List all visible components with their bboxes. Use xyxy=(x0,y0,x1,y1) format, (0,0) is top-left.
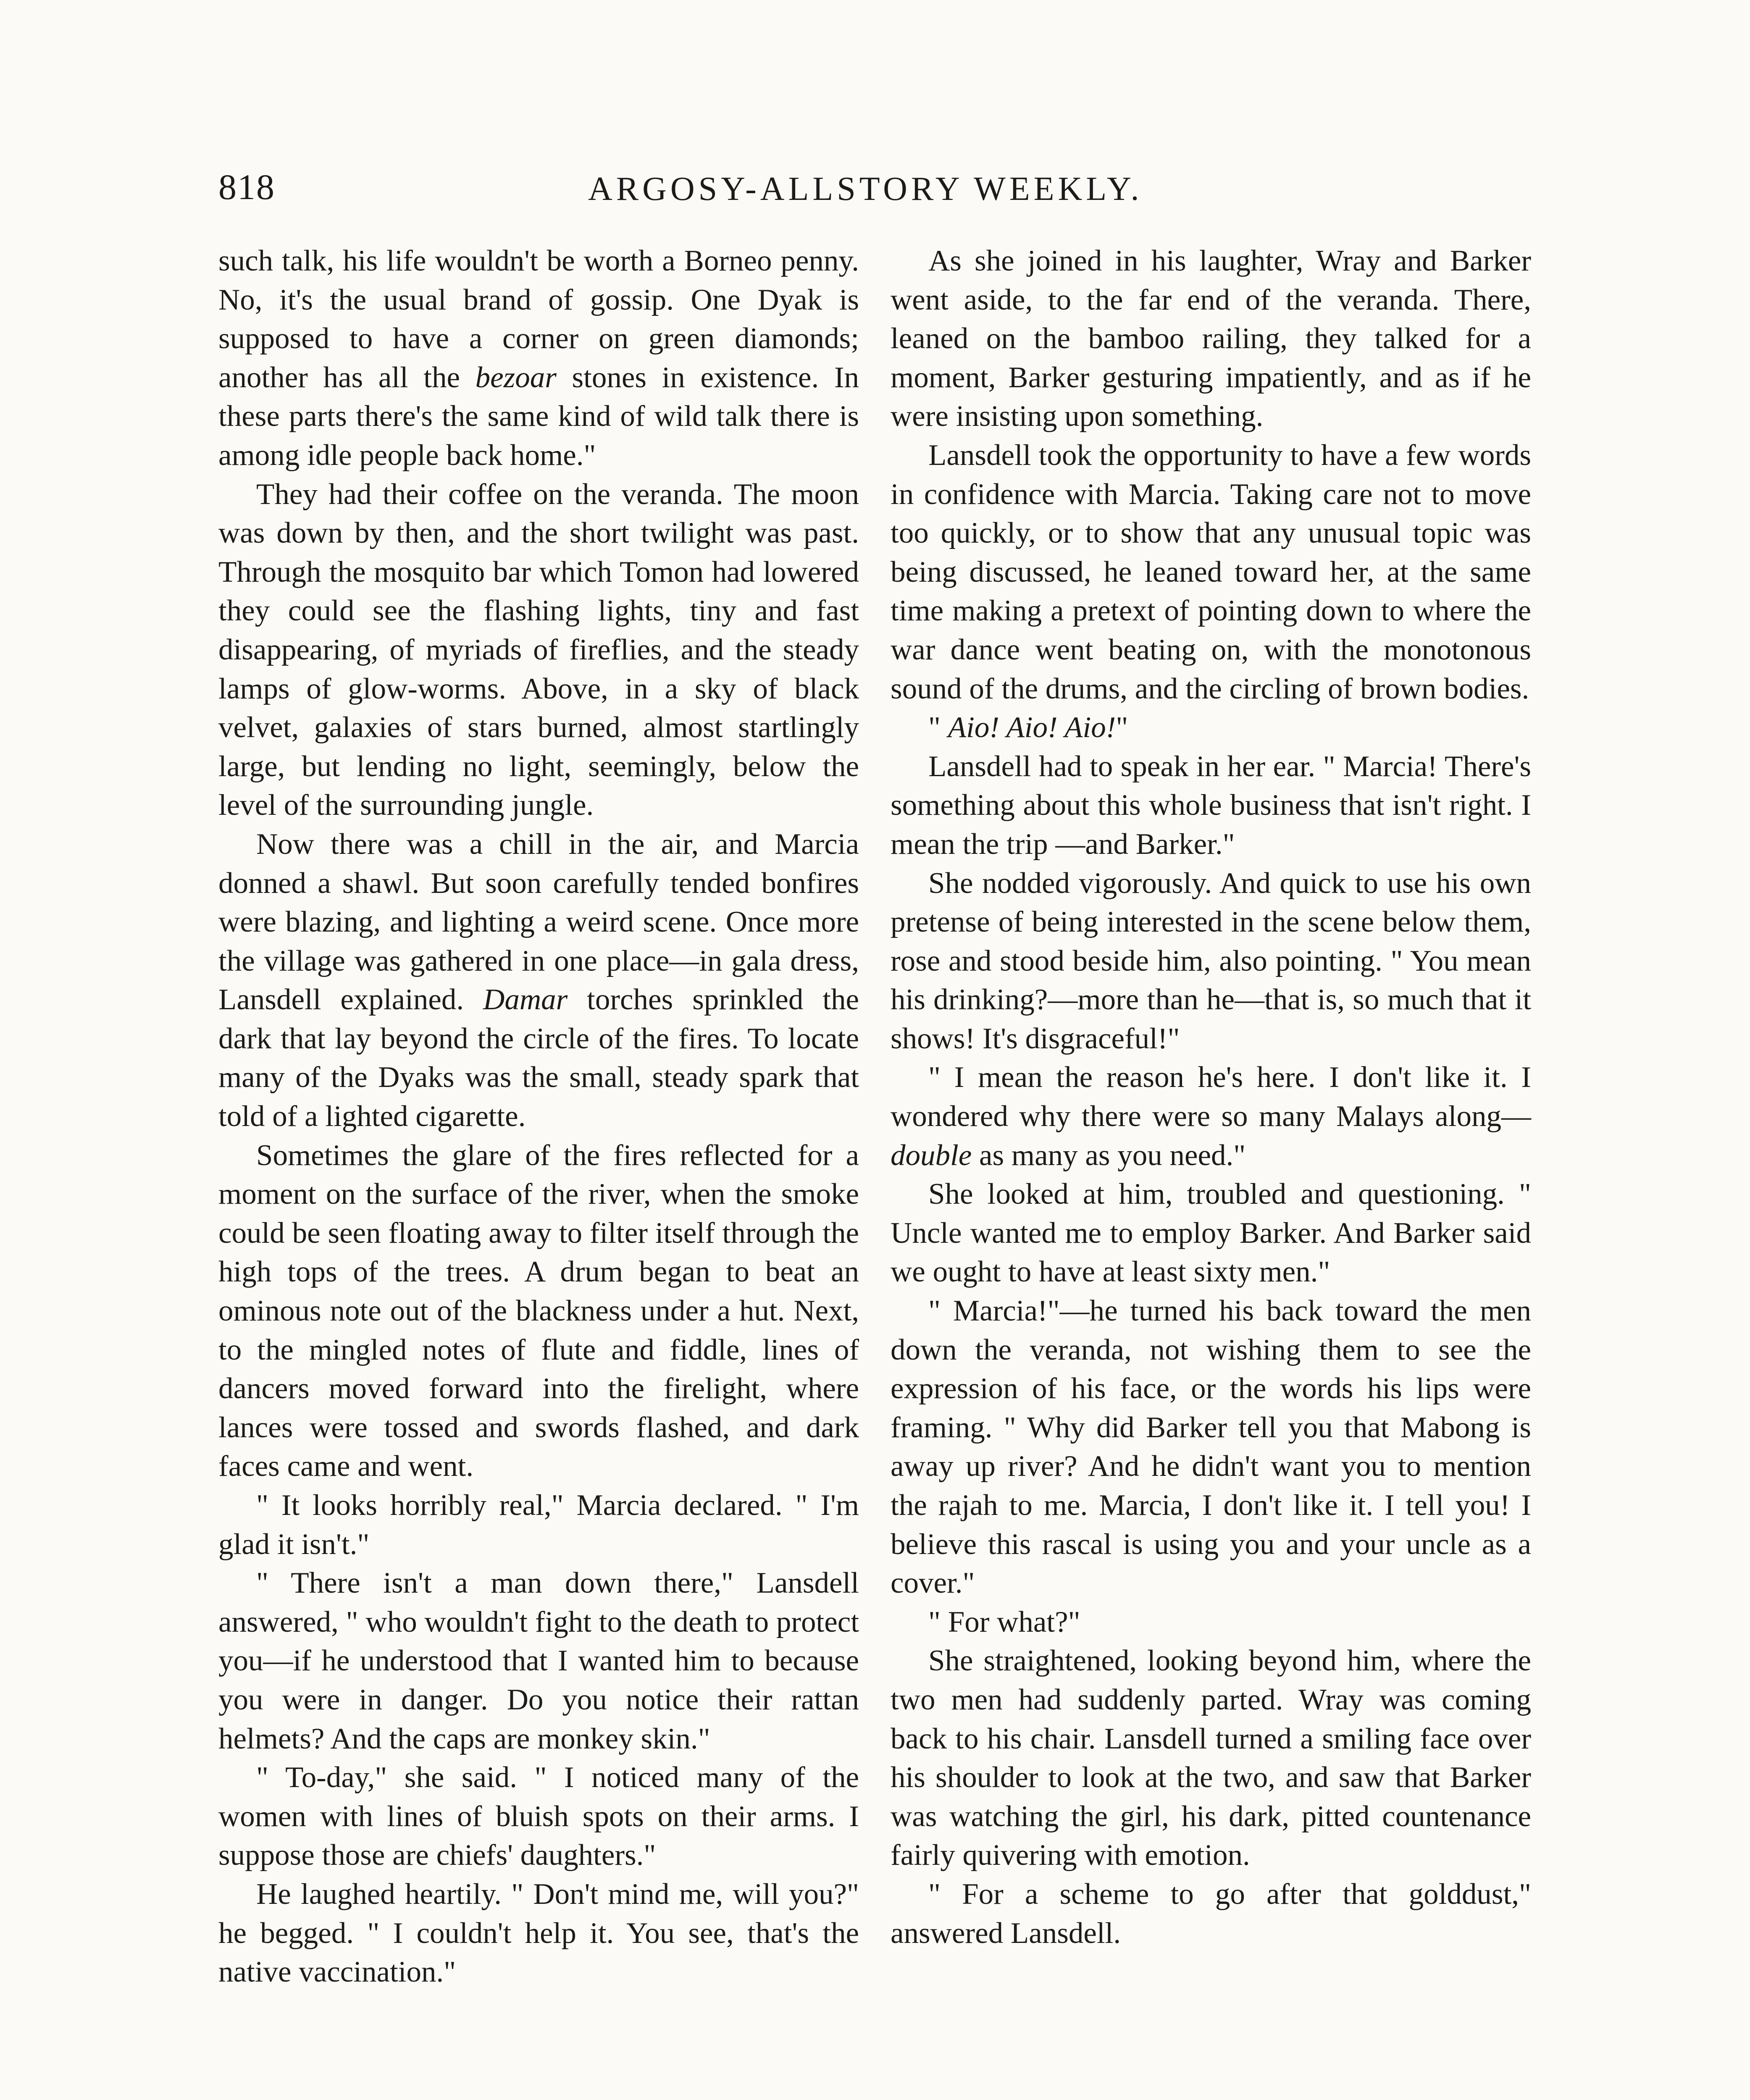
page-number: 818 xyxy=(218,167,275,207)
paragraph: Lansdell took the opportunity to have a few words in confidence with Marcia. Taking care not to move too quickly, or to show that any unusual topic was being discussed, he leaned toward her, at the same time making a pretext of pointing down to where the war dance went beating on, with the monotonous sound of the drums, and the circling of brown bodies. xyxy=(891,438,1531,705)
paragraph: " Marcia!"—he turned his back toward the men down the veranda, not wishing them to see the expression of his face, or the words his lips were framing. " Why did Barker tell you that Mabong is away up river? And he didn't want you to mention the rajah to me. Marcia, I don't like it. I tell you! I believe this rascal is using you and your uncle as a cover." xyxy=(891,1294,1531,1600)
paragraph: " It looks horribly real," Marcia declared. " I'm glad it isn't." xyxy=(218,1489,859,1561)
paragraph: She looked at him, troubled and questioning. " Uncle wanted me to employ Barker. And Barker said we ought to have at least sixty men." xyxy=(891,1178,1531,1289)
paragraph: Sometimes the glare of the fires reflected for a moment on the surface of the river, when the smoke could be seen floating away to filter itself through the high tops of the trees. A drum began to beat an ominous note out of the blackness under a hut. Next, to the mingled notes of flute and fiddle, lines of dancers moved forward into the firelight, where lances were tossed and swords flashed, and dark faces came and went. xyxy=(218,1139,859,1483)
paragraph: " I mean the reason he's here. I don't like it. I wondered why there were so many Malays along—double as many as you need." xyxy=(891,1061,1531,1172)
right-column xyxy=(891,242,1531,1953)
paragraph: " Aio! Aio! Aio!" xyxy=(928,711,1128,744)
running-head: ARGOSY-ALLSTORY WEEKLY. xyxy=(588,171,1143,207)
paragraph: She nodded vigorously. And quick to use his own pretense of being interested in the scene below them, rose and stood beside him, also pointing. " You mean his drinking?—more than he—that is, so much that it shows! It's disgraceful!" xyxy=(891,866,1531,1055)
paragraph: Now there was a chill in the air, and Marcia donned a shawl. But soon carefully tended bonfires were blazing, and lighting a weird scene. Once more the village was gathered in one place—in gala dress, Lansdell explained. Damar torches sprinkled the dark that lay beyond the circle of the fires. To locate many of the Dyaks was the small, steady spark that told of a lighted cigarette. xyxy=(218,827,859,1133)
paragraph: " There isn't a man down there," Lansdell answered, " who wouldn't fight to the death to protect you—if he understood that I wanted him to because you were in danger. Do you notice their rattan helmets? And the caps are monkey skin." xyxy=(218,1567,859,1755)
paragraph: " To-day," she said. " I noticed many of the women with lines of bluish spots on their arms. I suppose those are chiefs' daughters." xyxy=(218,1761,859,1872)
paragraph: such talk, his life wouldn't be worth a Borneo penny. No, it's the usual brand of gossip. One Dyak is supposed to have a corner on green diamonds; another has all the bezoar stones in existence. In these parts there's the same kind of wild talk there is among idle people back home." xyxy=(218,244,859,472)
paragraph: As she joined in his laughter, Wray and Barker went aside, to the far end of the veranda. There, leaned on the bamboo railing, they talked for a moment, Barker gesturing impatiently, and as if he were insisting upon something. xyxy=(891,244,1531,433)
paragraph: He laughed heartily. " Don't mind me, will you?" he begged. " I couldn't help it. You see, that's the native vaccination." xyxy=(218,1877,859,1989)
paragraph: " For a scheme to go after that golddust," answered Lansdell. xyxy=(891,1877,1531,1950)
paragraph: They had their coffee on the veranda. The moon was down by then, and the short twilight was past. Through the mosquito bar which Tomon had lowered they could see the flashing lights, tiny and fast disappearing, of myriads of fireflies, and the steady lamps of glow-worms. Above, in a sky of black velvet, galaxies of stars burned, almost startlingly large, but lending no light, seemingly, below the level of the surrounding jungle. xyxy=(218,478,859,822)
page-header xyxy=(218,166,1574,220)
paragraph: She straightened, looking beyond him, where the two men had suddenly parted. Wray was coming back to his chair. Lansdell turned a smiling face over his shoulder to look at the two, and saw that Barker was watching the girl, his dark, pitted countenance fairly quivering with emotion. xyxy=(891,1644,1531,1872)
left-column xyxy=(218,242,859,1992)
paragraph: Lansdell had to speak in her ear. " Marcia! There's something about this whole business that isn't right. I mean the trip —and Barker." xyxy=(891,750,1531,861)
paragraph: " For what?" xyxy=(928,1605,1080,1638)
